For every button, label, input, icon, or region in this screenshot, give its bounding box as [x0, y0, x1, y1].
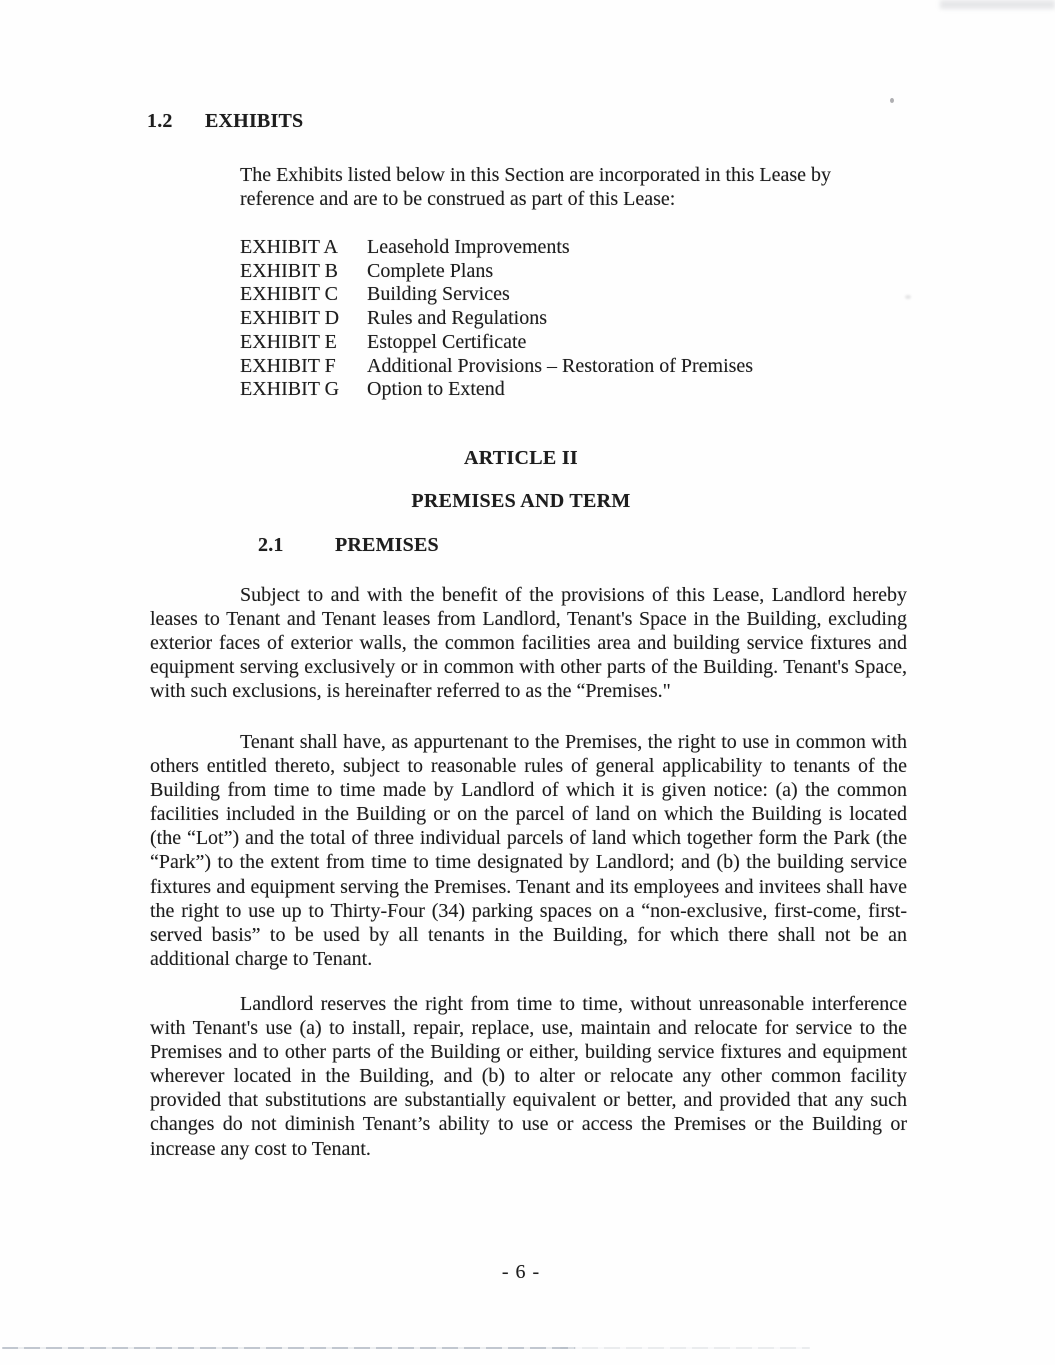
- exhibit-label: EXHIBIT G: [240, 378, 340, 401]
- section-1-2-number: 1.2: [147, 110, 173, 132]
- section-2-1-heading: [258, 534, 439, 557]
- scan-artifact-bottom-line-fade: [560, 1347, 810, 1349]
- exhibit-row: [240, 378, 880, 402]
- exhibit-title: Option to Extend: [367, 378, 505, 401]
- exhibit-label: EXHIBIT E: [240, 330, 337, 353]
- exhibit-row: [240, 236, 880, 260]
- exhibit-label: EXHIBIT F: [240, 354, 336, 377]
- exhibits-intro-paragraph: The Exhibits listed below in this Section are incorporated in this Lease by reference and are to be construed as part of this Lease:: [240, 164, 831, 211]
- premises-paragraph-3: Landlord reserves the right from time to time, without unreasonable interference with Tenant's use (a) to install, repair, replace, use, maintain and relocate for service to the Premises and to other parts of the Building or either, building service fixtures and equipment wherever located in the Building, and (b) to alter or relocate any other common facility provided that substitutions are substantially equivalent or better, and provided that any such changes do not diminish Tenant’s ability to use or access the Premises or the Building or increase any cost to Tenant.: [150, 993, 907, 1160]
- exhibit-row: [240, 260, 880, 284]
- scan-artifact-bottom-line: [2, 1347, 575, 1349]
- exhibit-title: Estoppel Certificate: [367, 330, 527, 353]
- premises-paragraph-2: Tenant shall have, as appurtenant to the Premises, the right to use in common with others entitled thereto, subject to reasonable rules of general applicability to tenants of the Building from time to time made by Landlord of which it is given notice: (a) the common facilities included in the Building or on the parcel of land on which the Building is located (the “Lot”) and the total of three individual parcels of land which together form the Park (the “Park”) to the extent from time to time designated by Landlord; and (b) the building service fixtures and equipment serving the Premises. Tenant and its employees and invitees shall have the right to use up to Thirty-Four (34) parking spaces on a “non-exclusive, first-come, first-served basis” to be used by all tenants in the Building, for which there shall not be an additional charge to Tenant.: [150, 731, 907, 970]
- exhibit-row: [240, 307, 880, 331]
- exhibit-label: EXHIBIT A: [240, 236, 338, 258]
- article-ii-heading: ARTICLE II: [464, 447, 578, 469]
- scan-artifact-dot: [890, 98, 894, 103]
- exhibit-row: [240, 355, 880, 379]
- premises-and-term-heading: PREMISES AND TERM: [411, 490, 631, 512]
- exhibit-label: EXHIBIT D: [240, 307, 340, 330]
- exhibit-title: Rules and Regulations: [367, 307, 547, 330]
- scan-artifact-corner-smudge: [940, 0, 1055, 9]
- premises-paragraph-1: Subject to and with the benefit of the provisions of this Lease, Landlord hereby leases to Tenant and Tenant leases from Landlord, Tenant's Space in the Building, excluding exterior faces of exterior walls, the common facilities area and building service fixtures and equipment serving exclusively or in common with other parts of the Building. Tenant's Space, with such exclusions, is hereinafter referred to as the “Premises.": [150, 584, 907, 703]
- exhibit-list: [240, 236, 880, 402]
- section-2-1-number: 2.1: [258, 534, 284, 556]
- exhibit-title: Building Services: [367, 283, 510, 306]
- exhibit-label: EXHIBIT C: [240, 283, 338, 306]
- exhibit-row: [240, 331, 880, 355]
- section-1-2-title: EXHIBITS: [205, 110, 304, 132]
- page-number: - 6 -: [501, 1261, 541, 1283]
- exhibit-title: Additional Provisions – Restoration of Premises: [367, 354, 754, 377]
- scan-artifact-speck: [905, 295, 911, 299]
- exhibit-title: Complete Plans: [367, 259, 494, 282]
- section-2-1-title: PREMISES: [335, 534, 439, 556]
- exhibit-label: EXHIBIT B: [240, 259, 338, 282]
- exhibit-row: [240, 283, 880, 307]
- exhibit-title: Leasehold Improvements: [367, 236, 570, 258]
- section-1-2-heading: [147, 110, 304, 133]
